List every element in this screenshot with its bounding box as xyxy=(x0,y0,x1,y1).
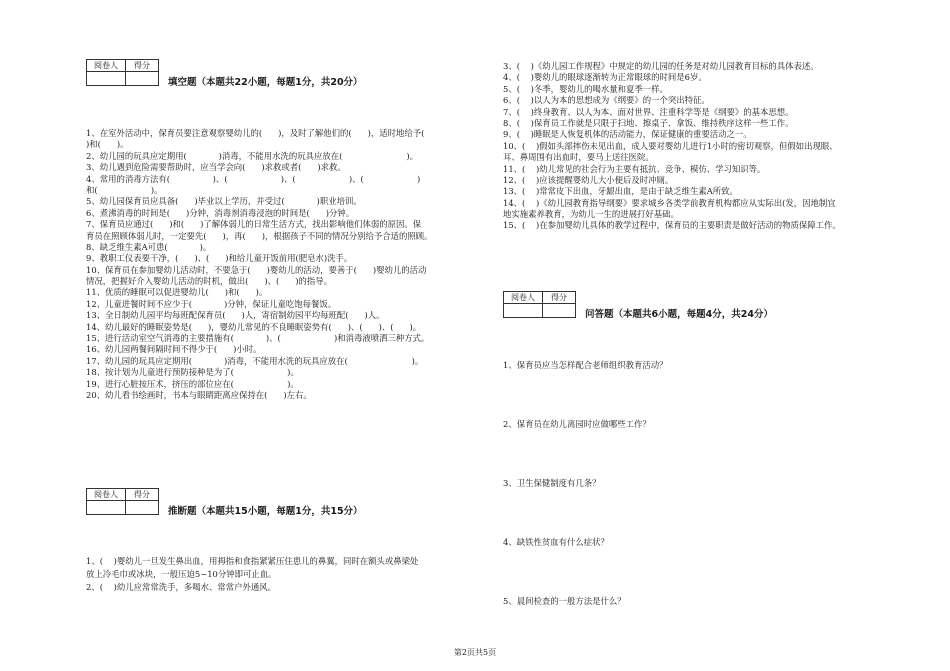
judge-line: 11、( )幼儿常见的社会行为主要有抵抗、竞争、模仿、学习知识等。 xyxy=(503,163,766,174)
fill-blank-line: )和( )。 xyxy=(86,139,129,150)
judge-line: 3、( )《幼儿园工作规程》中规定的幼儿园的任务是对幼儿园教育目标的具体表述。 xyxy=(503,61,819,71)
page-footer: 第2页共5页 xyxy=(453,648,497,657)
score-cell[interactable] xyxy=(126,501,159,515)
fill-blank-line: 17、幼儿园的玩具应定期用( )消毒，不能用水洗的玩具应放在( )。 xyxy=(86,355,424,366)
fill-blank-line: 20、幼儿看书绘画时，书本与眼睛距离应保持在( )左右。 xyxy=(86,389,312,400)
judge-line: 2、( )幼儿应常常洗手，多喝水、常常户外通风。 xyxy=(86,582,277,592)
fill-blank-line: 8、缺乏维生素A可患( )。 xyxy=(86,241,212,252)
reviewer-cell[interactable] xyxy=(87,72,126,86)
judge-line: 8、( )保育员工作就是只限于扫地、擦桌子、拿饭、维持秩序这样一些工作。 xyxy=(503,117,794,128)
judge-line: 7、( )终身教育、以人为本、面对世界、注重科学等是《纲要》的基本思想。 xyxy=(503,106,794,117)
fill-blank-line: 18、按计划为儿童进行预防接种是为了( )。 xyxy=(86,367,299,378)
fill-blank-line: 16、幼儿园两餐间隔时间不得少于( )小时。 xyxy=(86,344,262,355)
fill-blank-line: 11、优质的睡眠可以促进婴幼儿( )和( )。 xyxy=(86,287,268,298)
qa-list xyxy=(503,360,903,655)
fill-blank-line: 13、全日制幼儿园平均每班配保育员( )人，寄宿制幼园平均每班配( )人。 xyxy=(86,310,385,321)
fill-blank-line: 2、幼儿园的玩具应定期用( )消毒，不能用水洗的玩具应放在( )。 xyxy=(86,150,418,161)
judge-line: 5、( )冬季，婴幼儿的喝水量和夏季一样。 xyxy=(503,83,668,94)
reviewer-label: 阅卷人 xyxy=(87,60,126,72)
fill-blank-line: 3、幼儿遇到危险需要帮助时，应当学会向( )求救或者( )求救。 xyxy=(86,162,346,173)
fill-blank-line: 5、幼儿园保育员应具备( )毕业以上学历，并受过( )职业培训。 xyxy=(86,196,362,207)
score-label: 得分 xyxy=(126,60,159,72)
reviewer-label: 阅卷人 xyxy=(504,292,543,304)
fill-blank-line: 4、常用的消毒方法有( )、( )、( )、( ) xyxy=(86,173,421,184)
fill-blank-line: 6、煮沸消毒的时间是( )分钟，消毒剂消毒浸泡的时间是( )分钟。 xyxy=(86,207,355,218)
section-title-qa: 问答题（本题共6小题，每题4分，共24分） xyxy=(585,309,773,320)
fill-blank-line: 7、保育员应通过( )和( )了解体弱儿的日常生活方式，找出影响他们体弱的原因。保 xyxy=(86,219,422,230)
fill-blank-line: 育员在照顾体弱儿时，一定要先( )，再( )，根据孩子不同的情况分别给予合适的照顾。 xyxy=(86,230,433,241)
judge-line: 15、( )在参加婴幼儿具体的教学过程中，保育员的主要职责是做好活动的物质保障工作。 xyxy=(503,220,841,231)
reviewer-cell[interactable] xyxy=(504,304,543,318)
judge-list-left xyxy=(86,556,488,595)
judge-line: 9、( )睡眠是人恢复机体的活动能力，保证健康的重要活动之一。 xyxy=(503,129,752,140)
judge-line: 10、( )假如头部摔伤未见出血，成人要对婴幼儿进行1小时的密切观察，但假如出现眼、 xyxy=(503,140,838,151)
judge-line: 12、( )应该提醒婴幼儿大小便后及时冲厕。 xyxy=(503,174,674,185)
score-box-judge xyxy=(86,488,159,515)
fill-blank-line: 1、在室外活动中，保育员要注意观察婴幼儿的( )，及时了解他们的( )，适时地给予( xyxy=(86,128,425,138)
fill-blank-list xyxy=(86,128,488,401)
fill-blank-line: 情况，把握好介入婴幼儿活动的时机，做出( )、( )的指导。 xyxy=(86,276,333,287)
judge-line: 14、( )《幼儿园教育指导纲要》要求城乡各类学前教育机构都应从实际出(发，因地制宜 xyxy=(503,197,836,208)
section-title-fill-blank: 填空题（本题共22小题，每题1分，共20分） xyxy=(168,77,363,88)
qa-question: 3、卫生保健制度有几条？ xyxy=(503,478,601,488)
fill-blank-line: 15、进行活动室空气消毒的主要措施有( )、( )和消毒液喷洒三种方式。 xyxy=(86,333,430,344)
qa-question: 5、晨间检查的一般方法是什么？ xyxy=(503,596,626,606)
reviewer-label: 阅卷人 xyxy=(87,489,126,501)
score-label: 得分 xyxy=(126,489,159,501)
fill-blank-line: 14、幼儿最好的睡眠姿势是( )，婴幼儿常见的不良睡眠姿势有( )、( )、( )。 xyxy=(86,321,422,332)
score-cell[interactable] xyxy=(543,304,576,318)
judge-list-right xyxy=(503,61,903,232)
fill-blank-line: 和( )。 xyxy=(86,184,163,195)
judge-line: 6、( )以人为本的思想成为《纲要》的一个突出特征。 xyxy=(503,95,710,106)
qa-question: 4、缺铁性贫血有什么症状？ xyxy=(503,537,609,547)
reviewer-cell[interactable] xyxy=(87,501,126,515)
judge-line: 放上冷毛巾或冰块，一般压迫5~10分钟即可止血。 xyxy=(86,569,277,579)
fill-blank-line: 19、进行心脏按压术，挤压的部位应在( )。 xyxy=(86,378,299,389)
fill-blank-line: 9、教职工仪表要干净，( )、( )和给儿童开饭前用(肥皂水)洗手。 xyxy=(86,253,353,264)
section-title-judge: 推断题（本题共15小题，每题1分，共15分） xyxy=(168,506,363,517)
qa-question: 1、保育员应当怎样配合老师组织教育活动？ xyxy=(503,360,668,370)
score-label: 得分 xyxy=(543,292,576,304)
score-box-fill-blank xyxy=(86,59,159,86)
judge-line: 1、( )婴幼儿一旦发生鼻出血，用拇指和食指紧紧压住患儿的鼻翼，同时在额头或鼻梁处 xyxy=(86,556,419,566)
score-cell[interactable] xyxy=(126,72,159,86)
judge-line: 13、( )常常皮下出血，牙龈出血，是由于缺乏维生素A所致。 xyxy=(503,186,738,197)
judge-line: 地实施素养教育，为幼儿一生的进展打好基础。 xyxy=(503,209,679,220)
judge-line: 耳、鼻周围有出血时，要马上送往医院。 xyxy=(503,152,654,163)
judge-line: 4、( )婴幼儿的眼球逐渐转为正常眼球的时间是6岁。 xyxy=(503,72,707,83)
score-box-qa xyxy=(503,291,576,318)
fill-blank-line: 12、儿童进餐时间不应少于( )分钟，保证儿童吃饱每餐饭。 xyxy=(86,298,337,309)
qa-question: 2、保育员在幼儿离园时应做哪些工作？ xyxy=(503,419,651,429)
fill-blank-line: 10、保育员在参加婴幼儿活动时，不要急于( )婴幼儿的活动，要善于( )婴幼儿的活动 xyxy=(86,264,427,275)
